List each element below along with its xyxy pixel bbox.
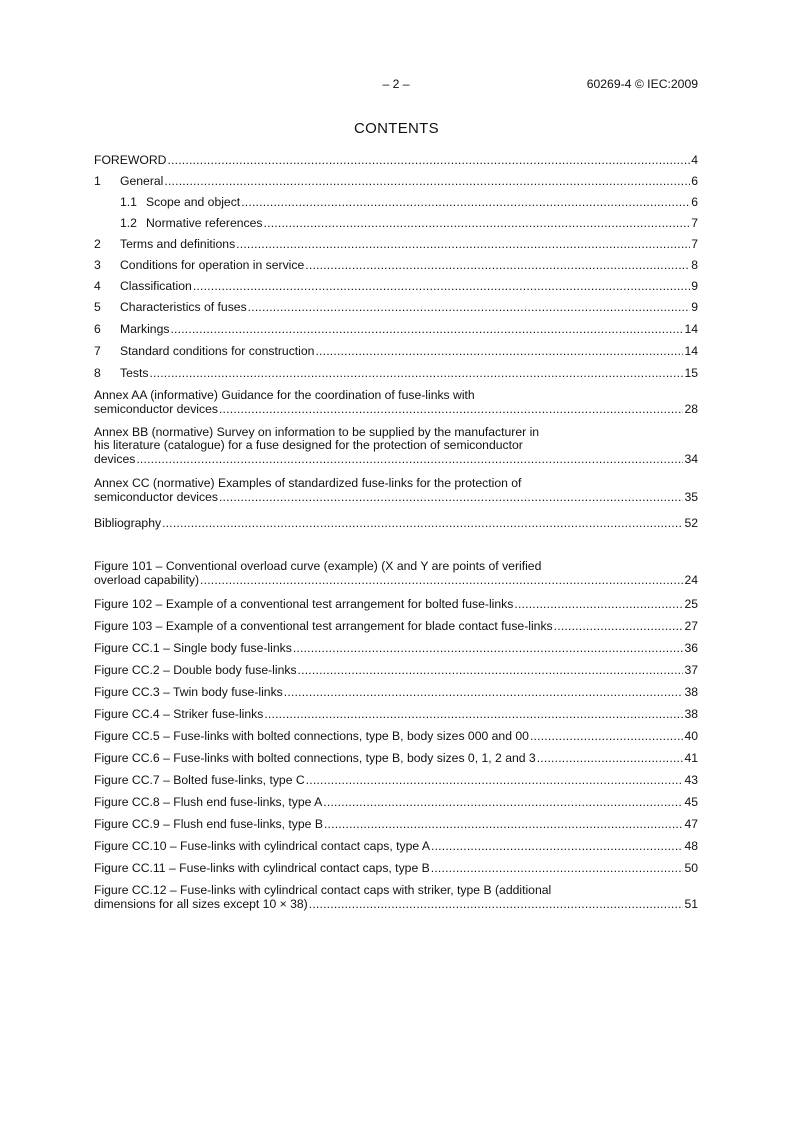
entry-text-line: Figure 101 – Conventional overload curve (example) (X and Y are points of verified xyxy=(94,559,542,573)
entry-title: Scope and object xyxy=(146,195,241,209)
figure-entry[interactable] xyxy=(94,707,698,721)
page-reference: 6 xyxy=(691,195,698,209)
page-reference: 35 xyxy=(684,490,698,504)
section-number: 5 xyxy=(94,300,101,314)
contents-title: CONTENTS xyxy=(354,120,439,137)
page-reference: 36 xyxy=(684,641,698,655)
page-reference: 4 xyxy=(691,153,698,167)
entry-text-line: Figure CC.12 – Fuse-links with cylindrical contact caps with striker, type B (additional xyxy=(94,883,552,897)
dot-leader xyxy=(236,237,690,251)
page-reference: 24 xyxy=(684,573,698,587)
dot-leader xyxy=(284,685,684,699)
entry-title: semiconductor devices xyxy=(94,490,218,504)
section-number: 6 xyxy=(94,322,101,336)
dot-leader xyxy=(164,174,690,188)
dot-leader xyxy=(149,366,683,380)
dot-leader xyxy=(136,452,683,466)
section-number: 8 xyxy=(94,366,101,380)
toc-entry[interactable] xyxy=(94,195,698,209)
toc-entry[interactable] xyxy=(94,258,698,272)
section-number: 7 xyxy=(94,344,101,358)
entry-text-line: Annex AA (informative) Guidance for the coordination of fuse-links with xyxy=(94,388,475,402)
figure-entry[interactable] xyxy=(94,795,698,809)
page-reference: 34 xyxy=(684,452,698,466)
page-reference: 38 xyxy=(684,685,698,699)
page-reference: 7 xyxy=(691,237,698,251)
entry-title: Conditions for operation in service xyxy=(120,258,305,272)
page-header xyxy=(94,77,698,93)
page-reference: 38 xyxy=(684,707,698,721)
section-number: 2 xyxy=(94,237,101,251)
page-reference: 28 xyxy=(684,402,698,416)
entry-text-line: Annex CC (normative) Examples of standardized fuse-links for the protection of xyxy=(94,476,522,490)
entry-text-line: his literature (catalogue) for a fuse designed for the protection of semiconductor xyxy=(94,438,523,452)
toc-entry[interactable] xyxy=(94,389,698,416)
entry-title: semiconductor devices xyxy=(94,402,218,416)
dot-leader xyxy=(431,861,684,875)
entry-title: Terms and definitions xyxy=(120,237,236,251)
dot-leader xyxy=(530,729,684,743)
toc-entry[interactable] xyxy=(94,322,698,336)
entry-title: devices xyxy=(94,452,136,466)
figure-entry[interactable] xyxy=(94,773,698,787)
dot-leader xyxy=(324,817,683,831)
page-reference: 6 xyxy=(691,174,698,188)
figure-entry[interactable] xyxy=(94,641,698,655)
entry-title: Figure CC.4 – Striker fuse-links xyxy=(94,707,264,721)
figure-entry[interactable] xyxy=(94,839,698,853)
figure-entry[interactable] xyxy=(94,619,698,633)
figure-entry[interactable] xyxy=(94,685,698,699)
page-reference: 7 xyxy=(691,216,698,230)
entry-title: General xyxy=(120,174,164,188)
figure-entry[interactable] xyxy=(94,729,698,743)
entry-title: Figure CC.10 – Fuse-links with cylindrical contact caps, type A xyxy=(94,839,430,853)
entry-title: dimensions for all sizes except 10 × 38) xyxy=(94,897,308,911)
figure-entry[interactable] xyxy=(94,751,698,765)
entry-title: Figure CC.8 – Flush end fuse-links, type A xyxy=(94,795,323,809)
toc-entry[interactable] xyxy=(94,477,698,504)
entry-title: Markings xyxy=(120,322,170,336)
entry-title: FOREWORD xyxy=(94,153,167,167)
page-number: – 2 – xyxy=(382,77,410,91)
dot-leader xyxy=(167,153,690,167)
page-reference: 14 xyxy=(684,344,698,358)
page-reference: 37 xyxy=(684,663,698,677)
page-reference: 48 xyxy=(684,839,698,853)
dot-leader xyxy=(309,897,684,911)
entry-title: Figure CC.2 – Double body fuse-links xyxy=(94,663,297,677)
section-number: 1.2 xyxy=(120,216,137,230)
page-reference: 8 xyxy=(691,258,698,272)
page-reference: 27 xyxy=(684,619,698,633)
figure-entry[interactable] xyxy=(94,817,698,831)
page-reference: 45 xyxy=(684,795,698,809)
dot-leader xyxy=(298,663,684,677)
toc-entry[interactable] xyxy=(94,516,698,530)
section-number: 1.1 xyxy=(120,195,137,209)
page-reference: 9 xyxy=(691,300,698,314)
dot-leader xyxy=(323,795,683,809)
dot-leader xyxy=(219,490,683,504)
entry-title: Characteristics of fuses xyxy=(120,300,247,314)
entry-title: Normative references xyxy=(146,216,263,230)
entry-title: Standard conditions for construction xyxy=(120,344,315,358)
figure-entry[interactable] xyxy=(94,663,698,677)
page-reference: 14 xyxy=(684,322,698,336)
dot-leader xyxy=(264,216,691,230)
toc-entry[interactable] xyxy=(94,216,698,230)
entry-title: Bibliography xyxy=(94,516,162,530)
entry-title: Classification xyxy=(120,279,192,293)
standard-reference: 60269-4 © IEC:2009 xyxy=(586,77,698,91)
dot-leader xyxy=(170,322,683,336)
section-number: 4 xyxy=(94,279,101,293)
toc-entry[interactable] xyxy=(94,153,698,167)
dot-leader xyxy=(219,402,683,416)
page-reference: 15 xyxy=(684,366,698,380)
toc-entry[interactable] xyxy=(94,366,698,380)
figure-entry[interactable] xyxy=(94,597,698,611)
figure-entry[interactable] xyxy=(94,560,698,587)
entry-title: Tests xyxy=(120,366,149,380)
dot-leader xyxy=(200,573,683,587)
dot-leader xyxy=(248,300,691,314)
page-reference: 52 xyxy=(684,516,698,530)
dot-leader xyxy=(554,619,684,633)
dot-leader xyxy=(193,279,690,293)
toc-entry[interactable] xyxy=(94,426,698,466)
entry-title: Figure CC.6 – Fuse-links with bolted connections, type B, body sizes 0, 1, 2 and 3 xyxy=(94,751,536,765)
section-number: 3 xyxy=(94,258,101,272)
dot-leader xyxy=(537,751,684,765)
dot-leader xyxy=(162,516,683,530)
entry-text-line: Annex BB (normative) Survey on information to be supplied by the manufacturer in xyxy=(94,425,540,439)
page-reference: 9 xyxy=(691,279,698,293)
page-reference: 40 xyxy=(684,729,698,743)
entry-title: Figure CC.11 – Fuse-links with cylindrical contact caps, type B xyxy=(94,861,430,875)
entry-title: Figure 103 – Example of a conventional test arrangement for blade contact fuse-links xyxy=(94,619,553,633)
figure-entry[interactable] xyxy=(94,884,698,911)
dot-leader xyxy=(305,258,690,272)
entry-title: Figure 102 – Example of a conventional test arrangement for bolted fuse-links xyxy=(94,597,514,611)
entry-title: Figure CC.1 – Single body fuse-links xyxy=(94,641,292,655)
entry-title: Figure CC.7 – Bolted fuse-links, type C xyxy=(94,773,305,787)
toc-entry[interactable] xyxy=(94,300,698,314)
dot-leader xyxy=(264,707,683,721)
entry-title: Figure CC.5 – Fuse-links with bolted connections, type B, body sizes 000 and 00 xyxy=(94,729,529,743)
section-number: 1 xyxy=(94,174,101,188)
toc-entry[interactable] xyxy=(94,344,698,358)
toc-entry[interactable] xyxy=(94,237,698,251)
entry-title: Figure CC.9 – Flush end fuse-links, type B xyxy=(94,817,323,831)
page-reference: 25 xyxy=(684,597,698,611)
toc-entry[interactable] xyxy=(94,174,698,188)
figure-entry[interactable] xyxy=(94,861,698,875)
dot-leader xyxy=(293,641,684,655)
page-reference: 47 xyxy=(684,817,698,831)
page-reference: 50 xyxy=(684,861,698,875)
dot-leader xyxy=(241,195,690,209)
dot-leader xyxy=(431,839,683,853)
entry-title: overload capability) xyxy=(94,573,200,587)
page-reference: 43 xyxy=(684,773,698,787)
page-reference: 41 xyxy=(684,751,698,765)
page-reference: 51 xyxy=(684,897,698,911)
entry-title: Figure CC.3 – Twin body fuse-links xyxy=(94,685,283,699)
dot-leader xyxy=(514,597,683,611)
toc-entry[interactable] xyxy=(94,279,698,293)
dot-leader xyxy=(306,773,684,787)
dot-leader xyxy=(315,344,683,358)
